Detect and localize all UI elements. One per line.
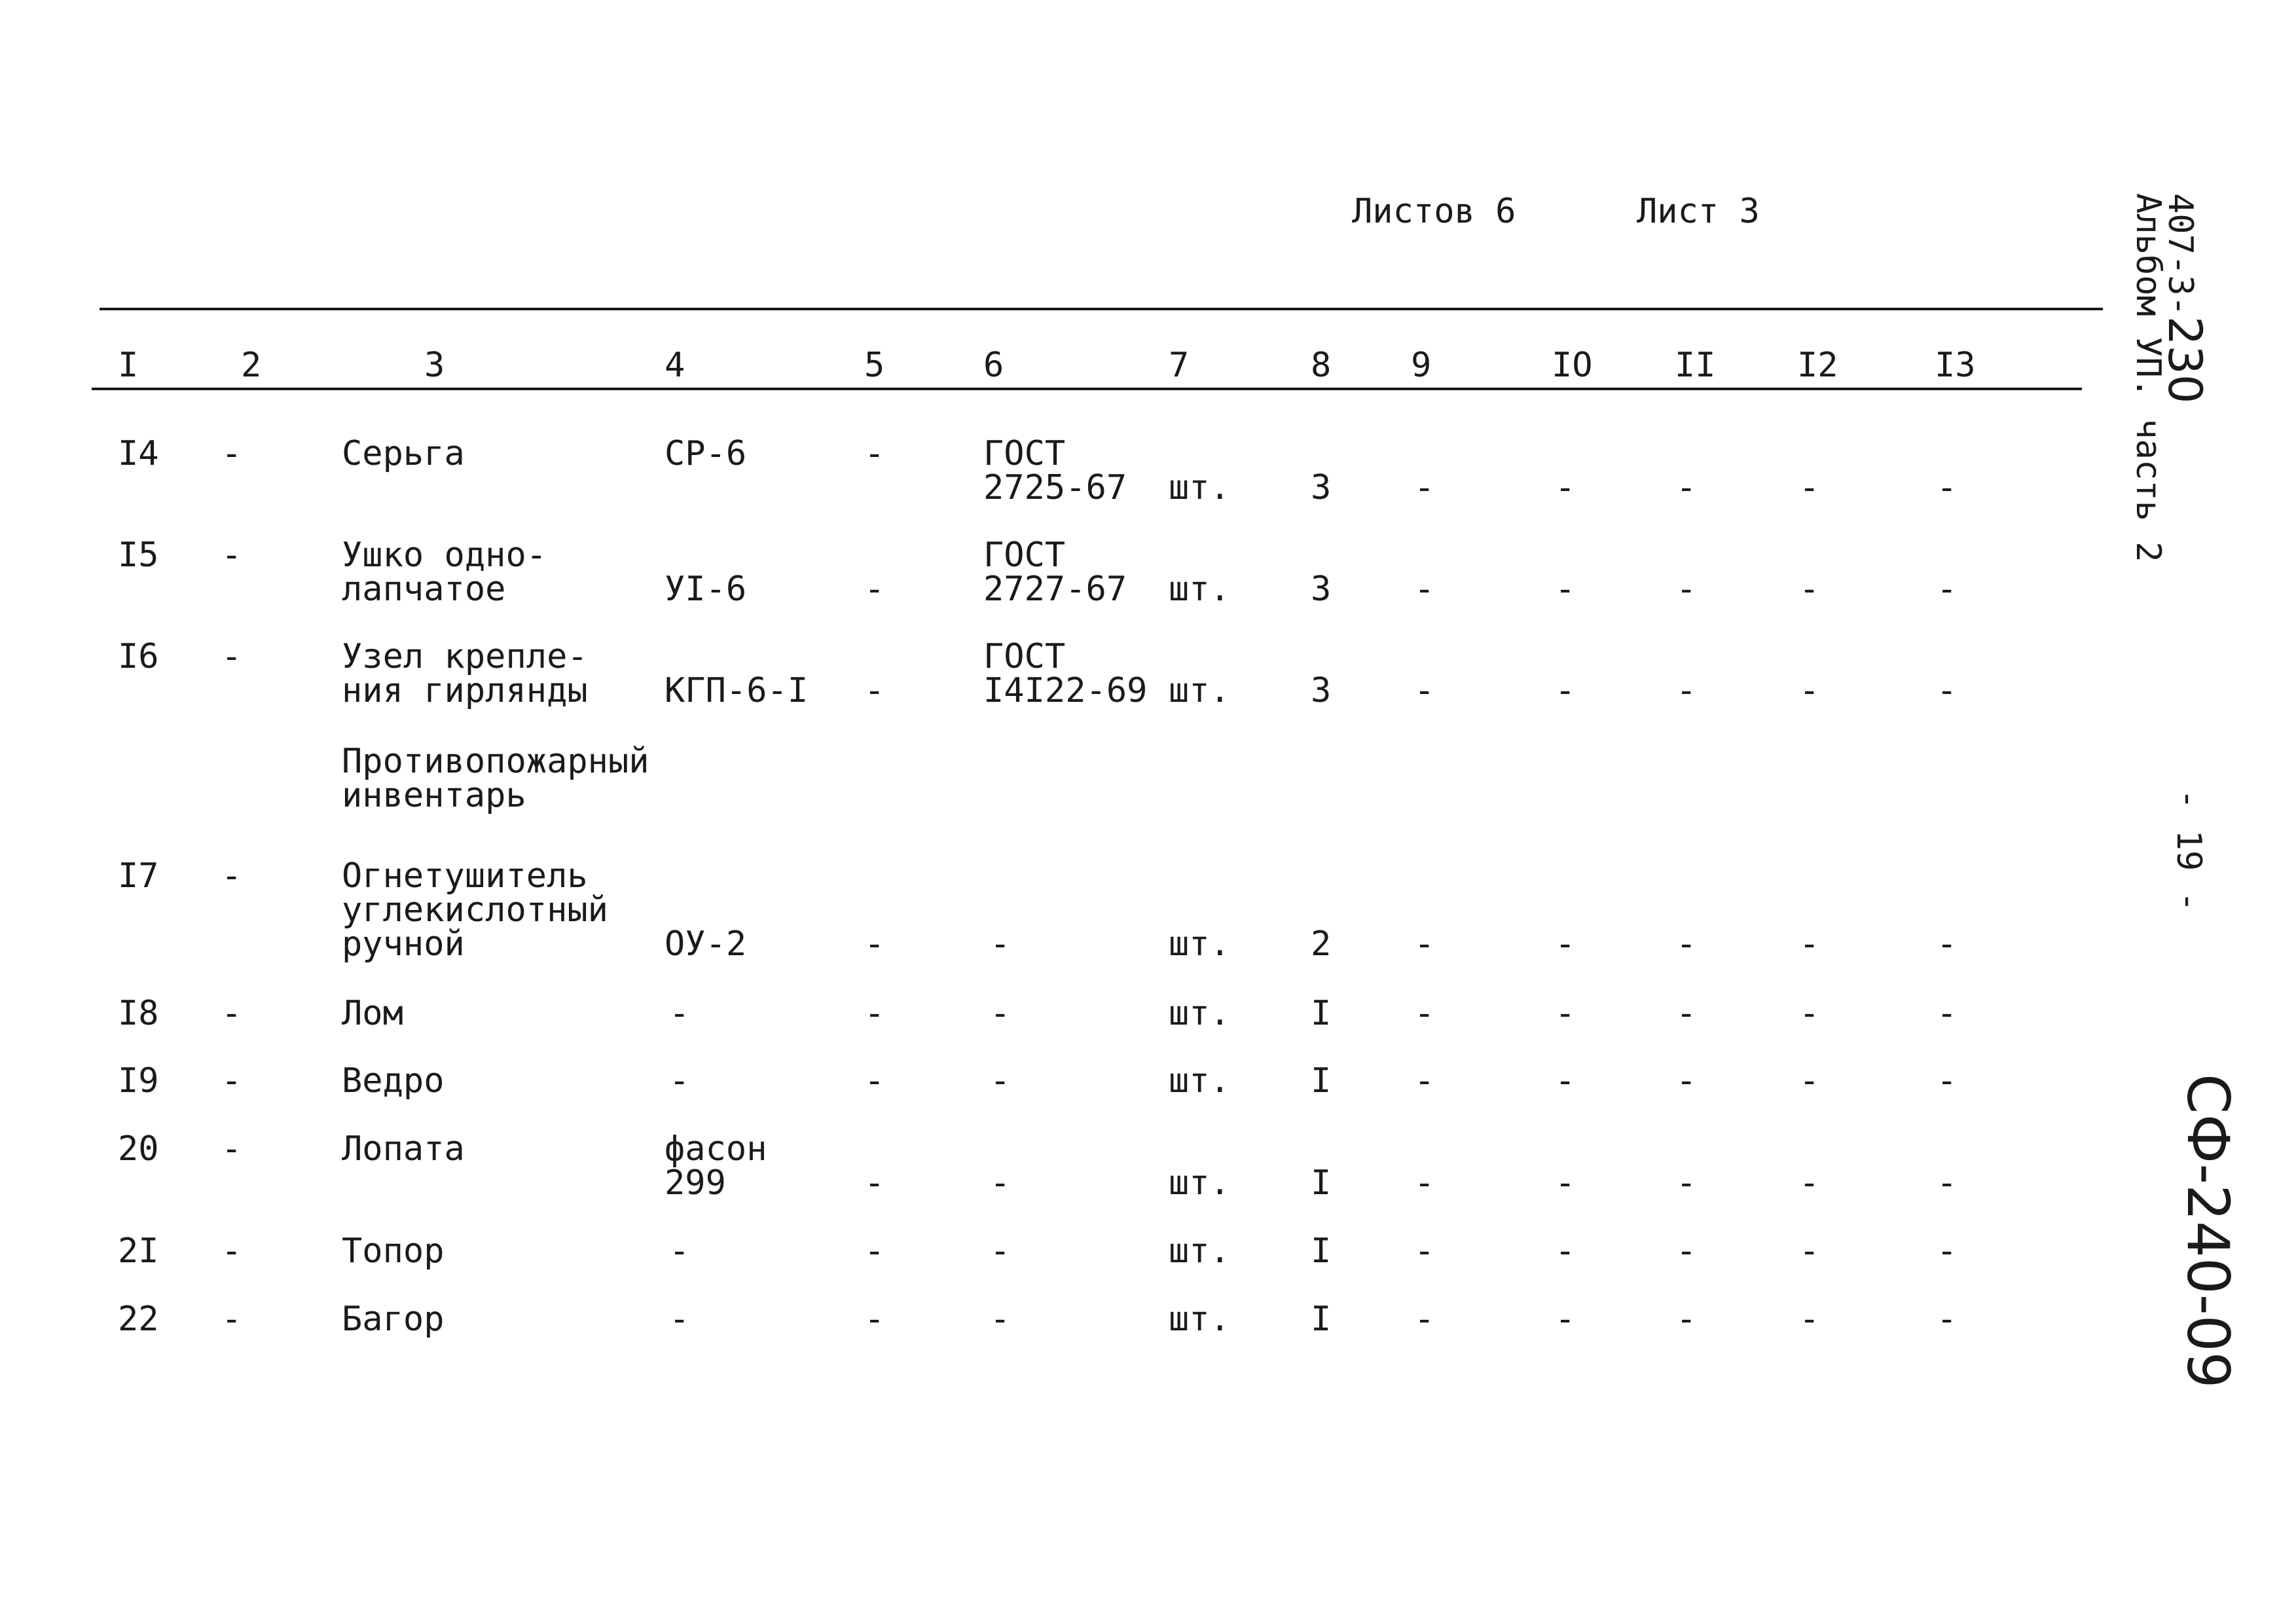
cell-standard: - [990, 1231, 1011, 1271]
cell-col12: - [1799, 570, 1820, 609]
cell-standard: - [990, 924, 1011, 964]
col-head-10: IO [1552, 346, 1593, 385]
cell-standard-num: 2727-67 [983, 570, 1127, 609]
col-head-12: I2 [1797, 346, 1838, 385]
cell-col10: - [1555, 924, 1576, 964]
cell-col11: - [1676, 994, 1697, 1033]
cell-standard: - [990, 994, 1011, 1033]
cell-col13: - [1937, 1300, 1958, 1339]
cell-col5: - [864, 1061, 885, 1101]
cell-col12: - [1799, 1231, 1820, 1271]
cell-col5: - [864, 1300, 885, 1339]
section-heading: Противопожарный [342, 742, 649, 781]
cell-col13: - [1937, 1231, 1958, 1271]
cell-type: КГП-6-I [665, 671, 809, 710]
cell-col12: - [1799, 671, 1820, 710]
stamp-code: СФ-240-09 [2174, 1074, 2242, 1389]
col-head-13: I3 [1935, 346, 1976, 385]
cell-col11: - [1676, 1061, 1697, 1101]
cell-name: Лопата [342, 1129, 465, 1169]
cell-pos: I9 [118, 1061, 159, 1101]
cell-name: Ушко одно- [342, 536, 547, 575]
cell-col9: - [1414, 1061, 1435, 1101]
cell-col11: - [1676, 468, 1697, 507]
header-rule [92, 388, 2082, 390]
cell-col2: - [221, 994, 242, 1033]
cell-standard: ГОСТ [983, 637, 1066, 676]
cell-col13: - [1937, 994, 1958, 1033]
cell-pos: I4 [118, 434, 159, 473]
cell-col9: - [1414, 924, 1435, 964]
page-number: - 19 - [2169, 789, 2208, 912]
cell-standard-num: 2725-67 [983, 468, 1127, 507]
cell-qty: I [1311, 994, 1332, 1033]
cell-col9: - [1414, 1231, 1435, 1271]
doc-code: 407-3- [2160, 193, 2200, 316]
cell-qty: 2 [1311, 924, 1332, 964]
cell-col5: - [864, 1163, 885, 1203]
cell-qty: 3 [1311, 671, 1332, 710]
cell-col11: - [1676, 1300, 1697, 1339]
cell-col2: - [221, 434, 242, 473]
cell-unit: шт. [1169, 1061, 1230, 1101]
cell-col5: - [864, 570, 885, 609]
cell-name: Топор [342, 1231, 445, 1271]
cell-col13: - [1937, 1163, 1958, 1203]
cell-unit: шт. [1169, 1231, 1230, 1271]
cell-standard: - [990, 1061, 1011, 1101]
cell-col2: - [221, 1231, 242, 1271]
col-head-9: 9 [1411, 346, 1432, 385]
cell-name: Лом [342, 994, 403, 1033]
cell-col2: - [221, 856, 242, 896]
cell-pos: I7 [118, 856, 159, 896]
cell-col10: - [1555, 1300, 1576, 1339]
cell-standard: ГОСТ [983, 434, 1066, 473]
doc-code-handwritten: 230 [2158, 316, 2212, 404]
cell-col12: - [1799, 1061, 1820, 1101]
col-head-11: II [1675, 346, 1716, 385]
cell-name: Огнетушитель [342, 856, 588, 896]
cell-name: Узел крепле- [342, 637, 588, 676]
sheet-current: Лист 3 [1637, 192, 1760, 231]
cell-name-line3: ручной [342, 924, 465, 964]
cell-col11: - [1676, 1231, 1697, 1271]
cell-qty: I [1311, 1163, 1332, 1203]
cell-qty: I [1311, 1300, 1332, 1339]
col-head-6: 6 [983, 346, 1004, 385]
cell-col11: - [1676, 671, 1697, 710]
cell-unit: шт. [1169, 1163, 1230, 1203]
col-head-8: 8 [1311, 346, 1332, 385]
cell-col5: - [864, 434, 885, 473]
cell-col13: - [1937, 1061, 1958, 1101]
cell-unit: шт. [1169, 570, 1230, 609]
cell-col10: - [1555, 1231, 1576, 1271]
cell-unit: шт. [1169, 924, 1230, 964]
cell-pos: 20 [118, 1129, 159, 1169]
cell-col10: - [1555, 671, 1576, 710]
cell-qty: 3 [1311, 570, 1332, 609]
cell-col5: - [864, 671, 885, 710]
cell-type: СР-6 [665, 434, 747, 473]
cell-col10: - [1555, 994, 1576, 1033]
cell-type: фасон [665, 1129, 767, 1169]
cell-standard: - [990, 1300, 1011, 1339]
cell-col2: - [221, 536, 242, 575]
cell-pos: I5 [118, 536, 159, 575]
cell-col9: - [1414, 994, 1435, 1033]
col-head-5: 5 [864, 346, 885, 385]
cell-col5: - [864, 994, 885, 1033]
cell-col9: - [1414, 1300, 1435, 1339]
cell-standard: ГОСТ [983, 536, 1066, 575]
cell-standard: - [990, 1163, 1011, 1203]
cell-col13: - [1937, 671, 1958, 710]
cell-pos: 22 [118, 1300, 159, 1339]
sheets-total: Листов 6 [1352, 192, 1516, 231]
cell-col9: - [1414, 671, 1435, 710]
cell-name-line2: лапчатое [342, 570, 506, 609]
cell-col12: - [1799, 1300, 1820, 1339]
cell-col12: - [1799, 924, 1820, 964]
cell-pos: I6 [118, 637, 159, 676]
cell-col9: - [1414, 1163, 1435, 1203]
col-head-7: 7 [1169, 346, 1190, 385]
cell-unit: шт. [1169, 1300, 1230, 1339]
section-heading-line2: инвентарь [342, 776, 526, 815]
cell-col9: - [1414, 468, 1435, 507]
cell-col10: - [1555, 1061, 1576, 1101]
cell-standard-num: I4I22-69 [983, 671, 1148, 710]
cell-type: ОУ-2 [665, 924, 747, 964]
cell-col5: - [864, 1231, 885, 1271]
cell-col13: - [1937, 570, 1958, 609]
cell-col12: - [1799, 468, 1820, 507]
cell-qty: I [1311, 1231, 1332, 1271]
cell-col13: - [1937, 468, 1958, 507]
cell-col2: - [221, 1129, 242, 1169]
cell-col10: - [1555, 1163, 1576, 1203]
cell-col13: - [1937, 924, 1958, 964]
cell-col12: - [1799, 1163, 1820, 1203]
cell-name: Багор [342, 1300, 445, 1339]
cell-pos: 2I [118, 1231, 159, 1271]
cell-col12: - [1799, 994, 1820, 1033]
col-head-2: 2 [241, 346, 262, 385]
cell-unit: шт. [1169, 468, 1230, 507]
top-rule [100, 308, 2103, 310]
cell-col9: - [1414, 570, 1435, 609]
cell-unit: шт. [1169, 994, 1230, 1033]
cell-type: - [669, 1061, 690, 1101]
cell-col10: - [1555, 468, 1576, 507]
cell-col2: - [221, 637, 242, 676]
cell-col11: - [1676, 924, 1697, 964]
cell-name-line2: ния гирлянды [342, 671, 588, 710]
album-line: Альбом УП. часть 2 [2128, 193, 2168, 562]
cell-type: - [669, 994, 690, 1033]
col-head-4: 4 [665, 346, 685, 385]
cell-col2: - [221, 1300, 242, 1339]
cell-qty: 3 [1311, 468, 1332, 507]
cell-col11: - [1676, 570, 1697, 609]
cell-name: Серьга [342, 434, 465, 473]
cell-col2: - [221, 1061, 242, 1101]
cell-type: - [669, 1231, 690, 1271]
col-head-3: 3 [424, 346, 445, 385]
cell-qty: I [1311, 1061, 1332, 1101]
cell-type: - [669, 1300, 690, 1339]
cell-type: УI-6 [665, 570, 747, 609]
cell-pos: I8 [118, 994, 159, 1033]
cell-col10: - [1555, 570, 1576, 609]
cell-unit: шт. [1169, 671, 1230, 710]
cell-col11: - [1676, 1163, 1697, 1203]
cell-type-line2: 299 [665, 1163, 726, 1203]
cell-name-line2: углекислотный [342, 890, 608, 930]
cell-name: Ведро [342, 1061, 445, 1101]
col-head-1: I [118, 346, 139, 385]
cell-col5: - [864, 924, 885, 964]
